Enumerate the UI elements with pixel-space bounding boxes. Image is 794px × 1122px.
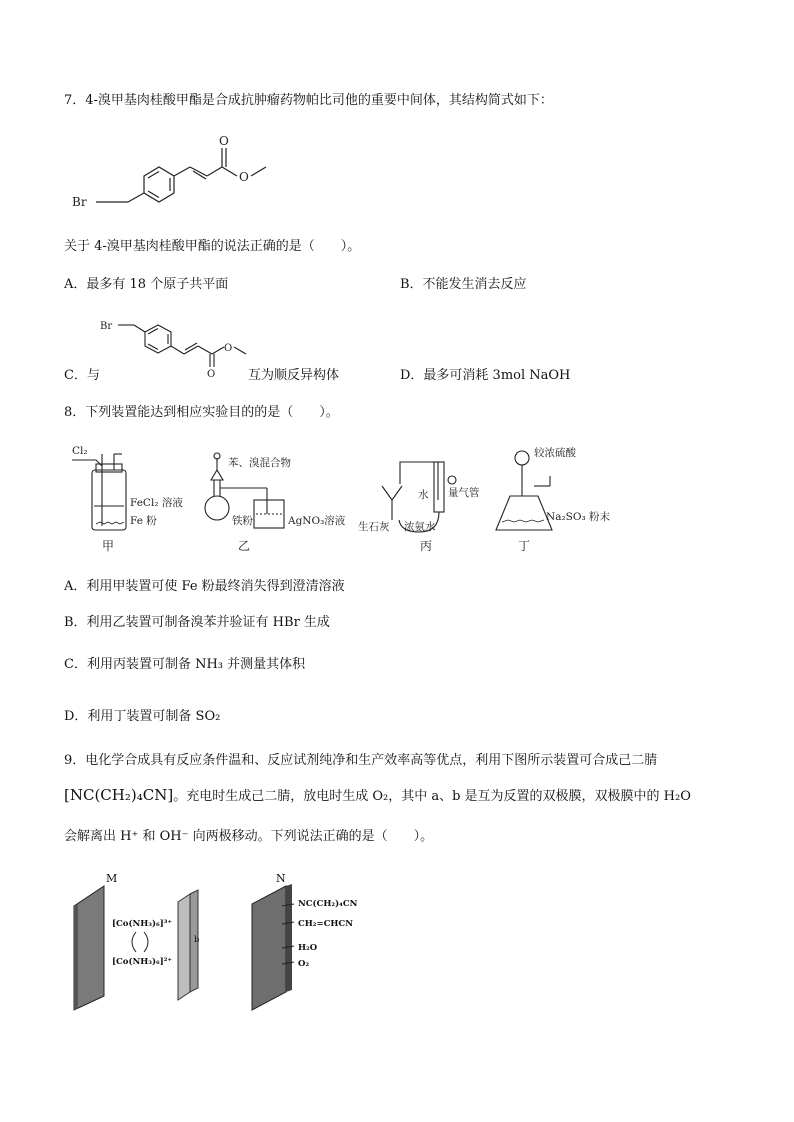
q8-label-acid: 较浓硫酸 xyxy=(534,447,576,459)
q9-label-h2o: H₂O xyxy=(298,943,318,953)
q9-label-acn: CH₂=CHCN xyxy=(298,919,353,929)
q8-label-iron: 铁粉 xyxy=(232,515,253,527)
q7-option-c-suffix: 互为顺反异构体 xyxy=(248,368,340,383)
q8-option-a[interactable]: A．利用甲装置可使 Fe 粉最终消失得到澄清溶液 xyxy=(64,579,345,594)
q7-option-c-o-label: O xyxy=(207,369,216,378)
q7-option-c-br-label: Br xyxy=(100,321,113,332)
q7-option-c[interactable] xyxy=(64,367,100,385)
q7-stem: 7．4-溴甲基肉桂酸甲酯是合成抗肿瘤药物帕比司他的重要中间体，其结构简式如下： xyxy=(64,93,553,108)
q8-label-lime: 生石灰 xyxy=(358,521,390,533)
q9-label-o2: O₂ xyxy=(298,959,310,969)
q9-label-n: N xyxy=(276,872,286,885)
q9-label-b: b xyxy=(194,935,200,945)
q8-option-c[interactable]: C．利用丙装置可制备 NH₃ 并测量其体积 xyxy=(64,657,306,672)
q9-cell-figure xyxy=(66,872,396,1012)
q8-label-ding: 丁 xyxy=(518,539,531,553)
q7-struct-br-label: Br xyxy=(72,195,87,209)
q7-option-d[interactable]: D．最多可消耗 3mol NaOH xyxy=(400,368,571,383)
q8-label-agno3: AgNO₃溶液 xyxy=(288,515,346,527)
q8-label-cl2: Cl₂ xyxy=(72,445,88,457)
q8-label-fecl2: FeCl₂ 溶液 xyxy=(130,497,183,509)
q7-option-b[interactable]: B．不能发生消去反应 xyxy=(400,277,527,292)
q9-label-co-3: [Co(NH₃)₆]³⁺ xyxy=(112,919,172,929)
q8-label-benzene: 苯、溴混合物 xyxy=(228,457,291,469)
q8-label-gauge: 量气管 xyxy=(448,487,480,499)
q7-struct-o-label: O xyxy=(219,134,229,148)
q7-option-c-o-ester-label: O xyxy=(224,343,233,354)
q9-line2 xyxy=(64,786,691,806)
q8-label-fe: Fe 粉 xyxy=(130,515,157,527)
q7-struct-o-ester-label: O xyxy=(239,170,249,184)
q8-label-ammonia: 浓氨水 xyxy=(404,521,436,533)
q9-formula: [NC(CH₂)₄CN] xyxy=(64,786,174,804)
q9-line3: 会解离出 H⁺ 和 OH⁻ 向两极移动。下列说法正确的是（ ）。 xyxy=(64,829,434,844)
q7-option-a[interactable]: A．最多有 18 个原子共平面 xyxy=(64,277,229,292)
q8-option-b[interactable]: B．利用乙装置可制备溴苯并验证有 HBr 生成 xyxy=(64,615,330,630)
q8-option-d[interactable]: D．利用丁装置可制备 SO₂ xyxy=(64,709,221,724)
q8-label-jia: 甲 xyxy=(102,539,115,553)
q8-label-bing: 丙 xyxy=(420,539,433,553)
q7-structure-figure xyxy=(62,130,282,216)
q9-label-m: M xyxy=(106,872,118,885)
q9-label-co-2: [Co(NH₃)₆]²⁺ xyxy=(112,957,172,967)
q7-option-c-prefix: C．与 xyxy=(64,368,100,383)
q9-line1: 9．电化学合成具有反应条件温和、反应试剂纯净和生产效率高等优点，利用下图所示装置可合成己二腈 xyxy=(64,753,658,768)
q9-line2-rest: 。充电时生成己二腈，放电时生成 O₂，其中 a、b 是互为反置的双极膜，双极膜中的 H₂O xyxy=(173,789,691,804)
q7-ask: 关于 4-溴甲基肉桂酸甲酯的说法正确的是（ ）。 xyxy=(64,239,361,254)
q8-label-na2so3: Na₂SO₃ 粉末 xyxy=(546,511,611,523)
q8-label-water: 水 xyxy=(418,489,429,501)
q7-option-c-structure xyxy=(98,312,248,378)
q8-apparatus-figure xyxy=(62,440,622,558)
q8-label-yi: 乙 xyxy=(238,539,251,553)
q9-label-adn: NC(CH₂)₄CN xyxy=(298,899,358,909)
q8-stem: 8．下列装置能达到相应实验目的的是（ ）。 xyxy=(64,405,339,420)
